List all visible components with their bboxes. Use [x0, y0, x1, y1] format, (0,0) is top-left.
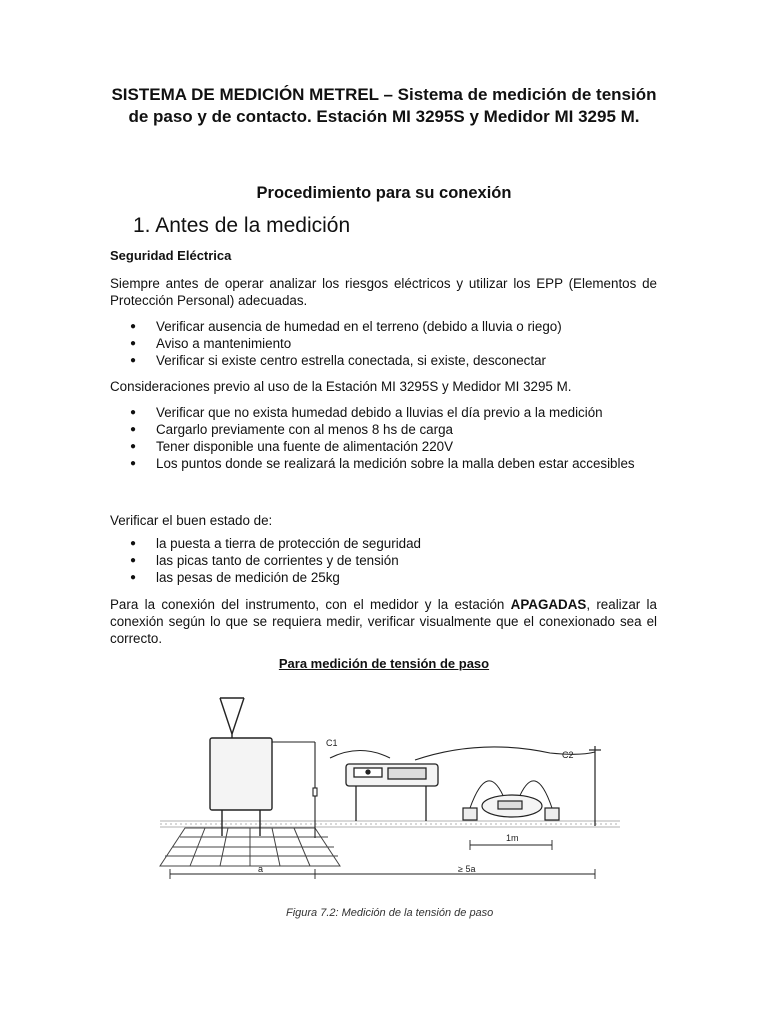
label-1m: 1m [506, 833, 519, 843]
list-item: ● Los puntos donde se realizará la medición sobre la malla deben estar accesibles [128, 455, 657, 472]
safety-list [128, 318, 657, 369]
list-item: ● Verificar ausencia de humedad en el terreno (debido a lluvia o riego) [128, 318, 657, 335]
label-a: a [258, 864, 264, 874]
figure-caption: Figura 7.2: Medición de la tensión de paso [286, 907, 494, 919]
verify-paragraph: Verificar el buen estado de: [110, 513, 273, 528]
connection-paragraph [110, 596, 657, 647]
list-item: ● Tener disponible una fuente de alimentación 220V [128, 438, 657, 455]
list-item: ● Cargarlo previamente con al menos 8 hs de carga [128, 421, 657, 438]
document-subtitle: Procedimiento para su conexión [256, 184, 512, 202]
step-voltage-figure [150, 688, 620, 928]
section-heading: 1. Antes de la medición [133, 214, 351, 237]
list-item: ● las pesas de medición de 25kg [128, 569, 657, 586]
list-item: ● la puesta a tierra de protección de seguridad [128, 535, 657, 552]
verify-list [128, 535, 657, 586]
safety-paragraph: Siempre antes de operar analizar los riesgos eléctricos y utilizar los EPP (Elementos de Protección Personal) adecuadas. [110, 276, 657, 308]
meter-instrument [482, 795, 542, 817]
label-c2: C2 [562, 750, 574, 760]
connection-text-after: , realizar la conexión según lo que se requiera medir, verificar visualmente que el conexionado sea el correcto. [110, 597, 657, 646]
label-distance: ≥ 5a [458, 864, 476, 874]
figure-heading: Para medición de tensión de paso [278, 656, 490, 671]
connection-text-bold: APAGADAS [510, 597, 587, 612]
list-item: ● Aviso a mantenimiento [128, 335, 657, 352]
subsection-heading: Seguridad Eléctrica [110, 248, 232, 263]
document-title: SISTEMA DE MEDICIÓN METREL – Sistema de medición de tensión de paso y de contacto. Estación MI 3295S y Medidor MI 3295 M. [111, 85, 657, 126]
label-c1: C1 [326, 738, 338, 748]
list-item: ● Verificar que no exista humedad debido a lluvias el día previo a la medición [128, 404, 657, 421]
list-item: ● Verificar si existe centro estrella conectada, si existe, desconectar [128, 352, 657, 369]
list-item: ● las picas tanto de corrientes y de tensión [128, 552, 657, 569]
considerations-paragraph: Consideraciones previo al uso de la Estación MI 3295S y Medidor MI 3295 M. [110, 379, 572, 394]
considerations-list [128, 404, 657, 472]
connection-text-before: Para la conexión del instrumento, con el medidor y la estación [110, 597, 511, 612]
